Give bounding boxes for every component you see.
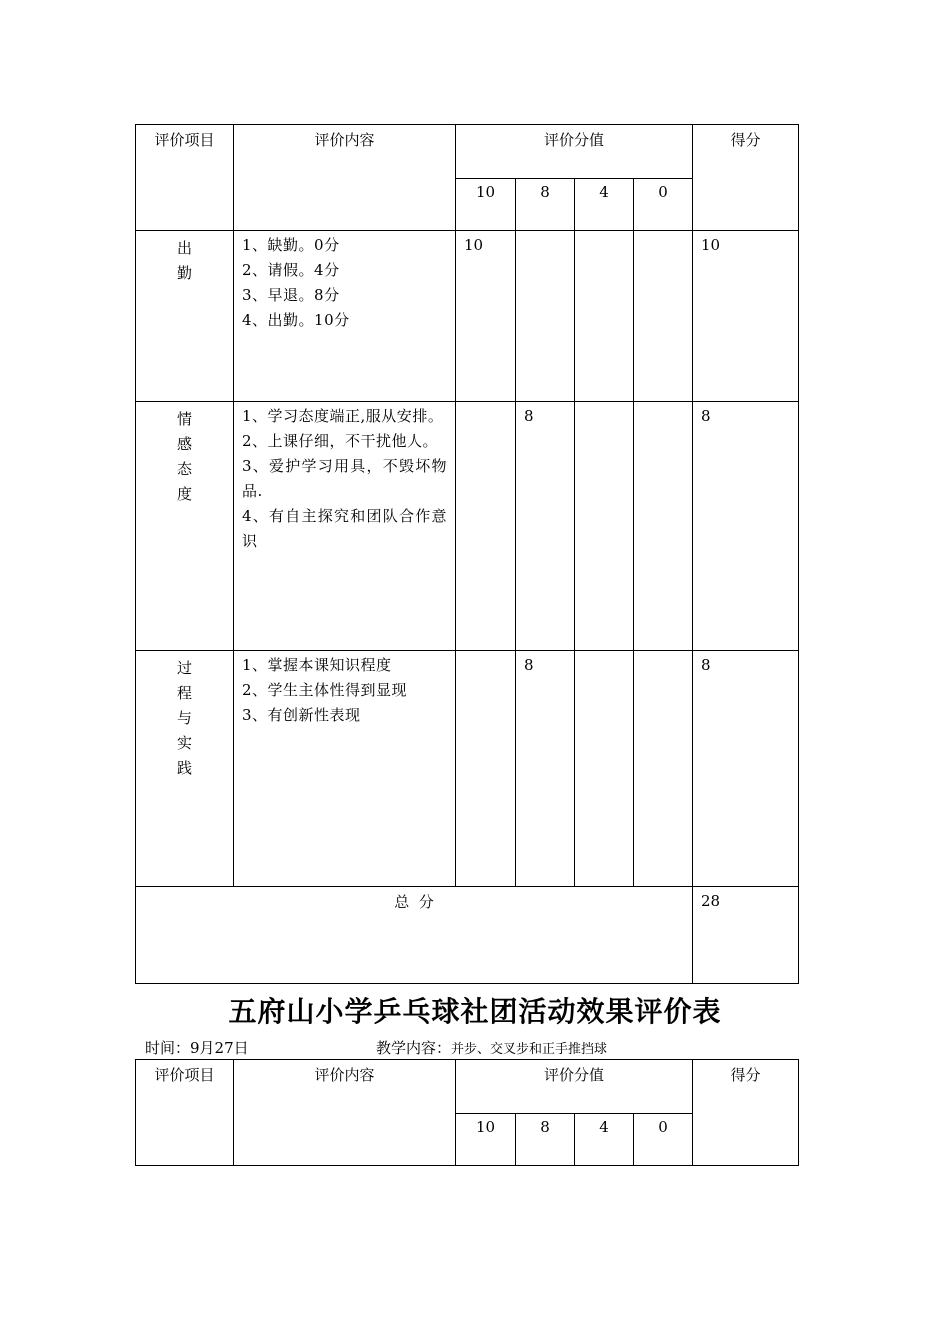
cell-4 [575, 231, 634, 402]
level-0: 0 [634, 1114, 693, 1166]
total-row [136, 887, 799, 984]
total-label: 总 分 [136, 887, 693, 984]
row-score: 8 [693, 651, 799, 887]
time-label: 时间：9月27日 [145, 1039, 249, 1057]
cell-4 [575, 651, 634, 887]
form-title: 五府山小学乒乓球社团活动效果评价表 [228, 995, 722, 1028]
table-row [136, 651, 799, 887]
header-score-value: 评价分值 [456, 125, 693, 179]
row-item: 出 勤 [136, 231, 234, 402]
evaluation-table-2 [135, 1059, 799, 1166]
header-content: 评价内容 [234, 125, 456, 231]
row-score: 8 [693, 402, 799, 651]
cell-10 [456, 402, 516, 651]
cell-8: 8 [516, 402, 575, 651]
level-8: 8 [516, 1114, 575, 1166]
table-row [136, 402, 799, 651]
cell-0 [634, 651, 693, 887]
row-item: 过 程 与 实 践 [136, 651, 234, 887]
row-content: 1、掌握本课知识程度 2、学生主体性得到显现 3、有创新性表现 [234, 651, 456, 887]
level-4: 4 [575, 179, 634, 231]
total-score: 28 [693, 887, 799, 984]
level-0: 0 [634, 179, 693, 231]
cell-4 [575, 402, 634, 651]
level-10: 10 [456, 179, 516, 231]
cell-8 [516, 231, 575, 402]
row-content: 1、学习态度端正,服从安排。 2、上课仔细，不干扰他人。 3、爱护学习用具，不毁坏物品. 4、有自主探究和团队合作意识 [234, 402, 456, 651]
row-content: 1、缺勤。0分 2、请假。4分 3、早退。8分 4、出勤。10分 [234, 231, 456, 402]
header-content: 评价内容 [234, 1060, 456, 1166]
level-8: 8 [516, 179, 575, 231]
teaching-content-label: 教学内容： [376, 1039, 452, 1057]
teaching-content-value: 并步、交叉步和正手推挡球 [451, 1042, 608, 1057]
table-row [136, 231, 799, 402]
header-score: 得分 [693, 1060, 799, 1166]
cell-10 [456, 651, 516, 887]
evaluation-table [135, 124, 799, 984]
cell-8: 8 [516, 651, 575, 887]
cell-0 [634, 402, 693, 651]
level-4: 4 [575, 1114, 634, 1166]
teaching-content [376, 1037, 607, 1058]
row-item: 情 感 态 度 [136, 402, 234, 651]
header-item: 评价项目 [136, 1060, 234, 1166]
header-score-value: 评价分值 [456, 1060, 693, 1114]
header-score: 得分 [693, 125, 799, 231]
cell-10: 10 [456, 231, 516, 402]
row-score: 10 [693, 231, 799, 402]
cell-0 [634, 231, 693, 402]
header-item: 评价项目 [136, 125, 234, 231]
level-10: 10 [456, 1114, 516, 1166]
